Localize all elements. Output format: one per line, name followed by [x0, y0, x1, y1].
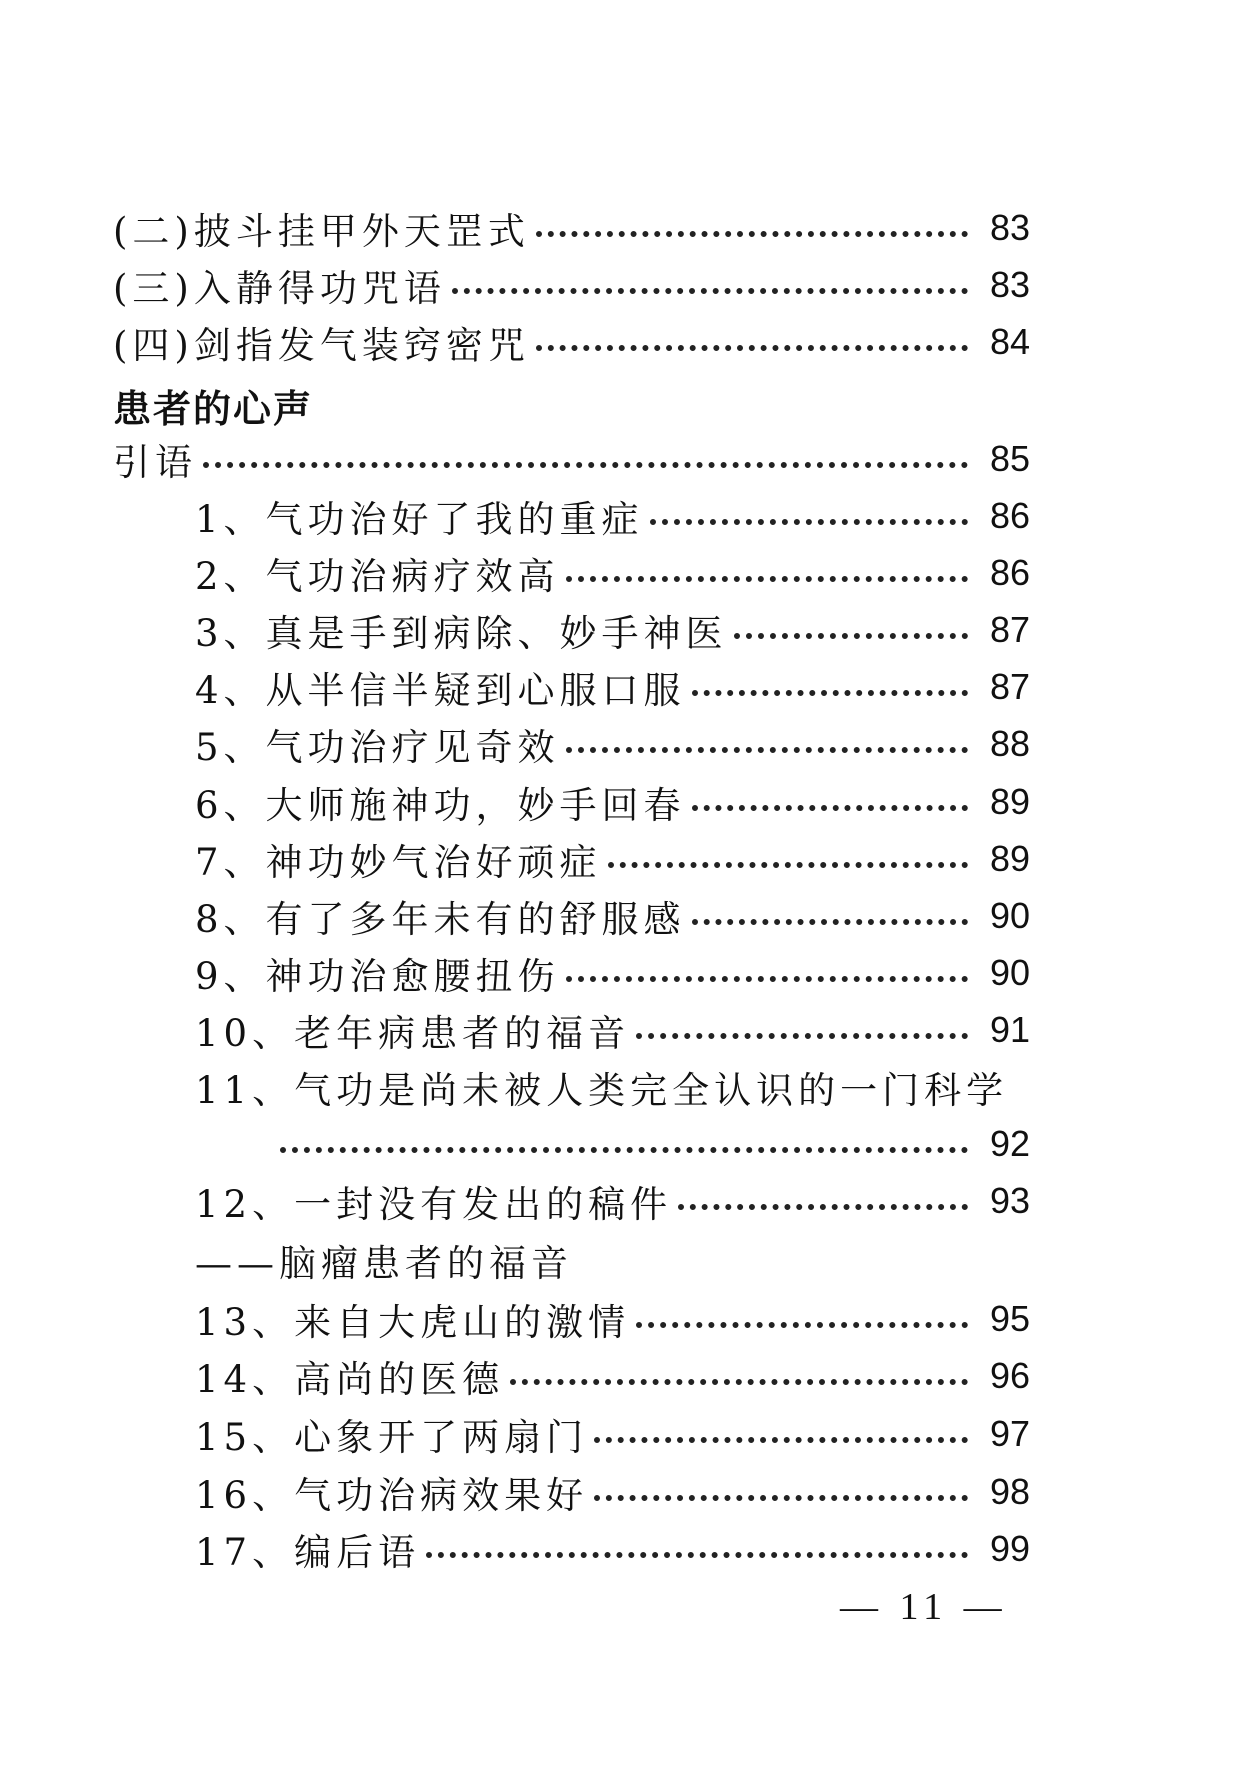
- toc-entry: [195, 888, 1030, 944]
- toc-entry-title: 3、真是手到病除、妙手神医: [195, 612, 728, 655]
- leader-dots: [678, 1204, 968, 1210]
- leader-dots: [608, 862, 968, 868]
- leader-dots: [510, 1379, 968, 1385]
- toc-entry-page: 97: [989, 1413, 1030, 1454]
- leader-dots: [536, 345, 968, 351]
- toc-entry: [195, 945, 1030, 1001]
- toc-entry: [195, 1173, 1030, 1229]
- toc-entry-intro: [113, 431, 1030, 487]
- toc-entry-page: 89: [989, 838, 1030, 879]
- toc-entry-page: 98: [989, 1471, 1030, 1512]
- toc-entry: [195, 1406, 1030, 1462]
- toc-entry-page: 85: [989, 438, 1030, 479]
- toc-entry: [113, 200, 1030, 256]
- toc-entry-long: [195, 1059, 1030, 1115]
- leader-dots: [426, 1552, 968, 1558]
- toc-entry-page: 95: [989, 1298, 1030, 1339]
- toc-entry: [195, 545, 1030, 601]
- toc-entry: [195, 488, 1030, 544]
- toc-entry-page: 90: [989, 895, 1030, 936]
- toc-entry-title: (二)披斗挂甲外天罡式: [113, 210, 530, 253]
- toc-entry-continuation: [280, 1116, 1030, 1172]
- leader-dots: [692, 919, 968, 925]
- toc-entry: [195, 1348, 1030, 1404]
- toc-entry-page: 87: [989, 666, 1030, 707]
- toc-entry: [195, 831, 1030, 887]
- toc-entry-title: 10、老年病患者的福音: [195, 1012, 631, 1055]
- toc-entry: [195, 602, 1030, 658]
- toc-entry-page: 84: [989, 321, 1030, 362]
- leader-dots: [650, 519, 968, 525]
- leader-dots: [566, 976, 968, 982]
- toc-entry-page: 90: [989, 952, 1030, 993]
- toc-entry: [113, 314, 1030, 370]
- toc-entry-page: 91: [989, 1009, 1030, 1050]
- toc-entry-page: 89: [989, 781, 1030, 822]
- leader-dots: [566, 576, 968, 582]
- toc-entry-page: 96: [989, 1355, 1030, 1396]
- toc-entry-title: (三)入静得功咒语: [113, 267, 446, 310]
- toc-entry-page: 88: [989, 723, 1030, 764]
- leader-dots: [536, 231, 968, 237]
- toc-entry: [195, 1521, 1030, 1577]
- toc-entry: [195, 774, 1030, 830]
- toc-entry-title: 5、气功治疗见奇效: [195, 726, 560, 769]
- toc-entry-title: 4、从半信半疑到心服口服: [195, 669, 686, 712]
- toc-entry-page: 86: [989, 552, 1030, 593]
- toc-entry: [195, 659, 1030, 715]
- toc-entry-title: 7、神功妙气治好顽症: [195, 841, 602, 884]
- toc-entry-title: 12、一封没有发出的稿件: [195, 1183, 673, 1226]
- toc-entry-subtitle: [195, 1232, 1030, 1288]
- toc-entry-title: 引语: [113, 441, 197, 484]
- toc-entry: [113, 257, 1030, 313]
- toc-entry: [195, 1291, 1030, 1347]
- toc-entry-page: 93: [989, 1180, 1030, 1221]
- toc-entry-page: 92: [989, 1123, 1030, 1164]
- leader-dots: [594, 1437, 968, 1443]
- toc-entry-title: 13、来自大虎山的激情: [195, 1301, 631, 1344]
- toc-entry-title: 8、有了多年未有的舒服感: [195, 898, 686, 941]
- toc-entry-title: 1、气功治好了我的重症: [195, 498, 644, 541]
- toc-entry-page: 86: [989, 495, 1030, 536]
- toc-entry-page: 83: [989, 207, 1030, 248]
- toc-entry-subtitle-text: ——脑瘤患者的福音: [195, 1242, 573, 1285]
- toc-entry-title: 17、编后语: [195, 1531, 421, 1574]
- toc-entry-title: 9、神功治愈腰扭伤: [195, 955, 560, 998]
- leader-dots: [452, 288, 968, 294]
- section-heading: 患者的心声: [113, 387, 314, 431]
- toc-entry-title: 11、气功是尚未被人类完全认识的一门科学: [195, 1069, 1009, 1112]
- toc-entry-title: 6、大师施神功，妙手回春: [195, 784, 686, 827]
- toc-entry-title: 15、心象开了两扇门: [195, 1416, 589, 1459]
- leader-dots: [636, 1322, 968, 1328]
- toc-entry-title: (四)剑指发气装窍密咒: [113, 324, 530, 367]
- leader-dots: [594, 1495, 968, 1501]
- leader-dots: [203, 462, 968, 468]
- leader-dots: [734, 633, 968, 639]
- toc-entry: [195, 716, 1030, 772]
- toc-entry: [195, 1002, 1030, 1058]
- leader-dots: [692, 805, 968, 811]
- leader-dots: [280, 1147, 968, 1153]
- page-number-footer: — 11 —: [840, 1586, 1008, 1628]
- toc-entry-title: 2、气功治病疗效高: [195, 555, 560, 598]
- toc-entry-page: 83: [989, 264, 1030, 305]
- leader-dots: [692, 690, 968, 696]
- leader-dots: [566, 747, 968, 753]
- toc-entry-page: 87: [989, 609, 1030, 650]
- toc-entry-page: 99: [989, 1528, 1030, 1569]
- toc-entry: [195, 1464, 1030, 1520]
- toc-entry-title: 16、气功治病效果好: [195, 1474, 589, 1517]
- leader-dots: [636, 1033, 968, 1039]
- toc-entry-title: 14、高尚的医德: [195, 1358, 505, 1401]
